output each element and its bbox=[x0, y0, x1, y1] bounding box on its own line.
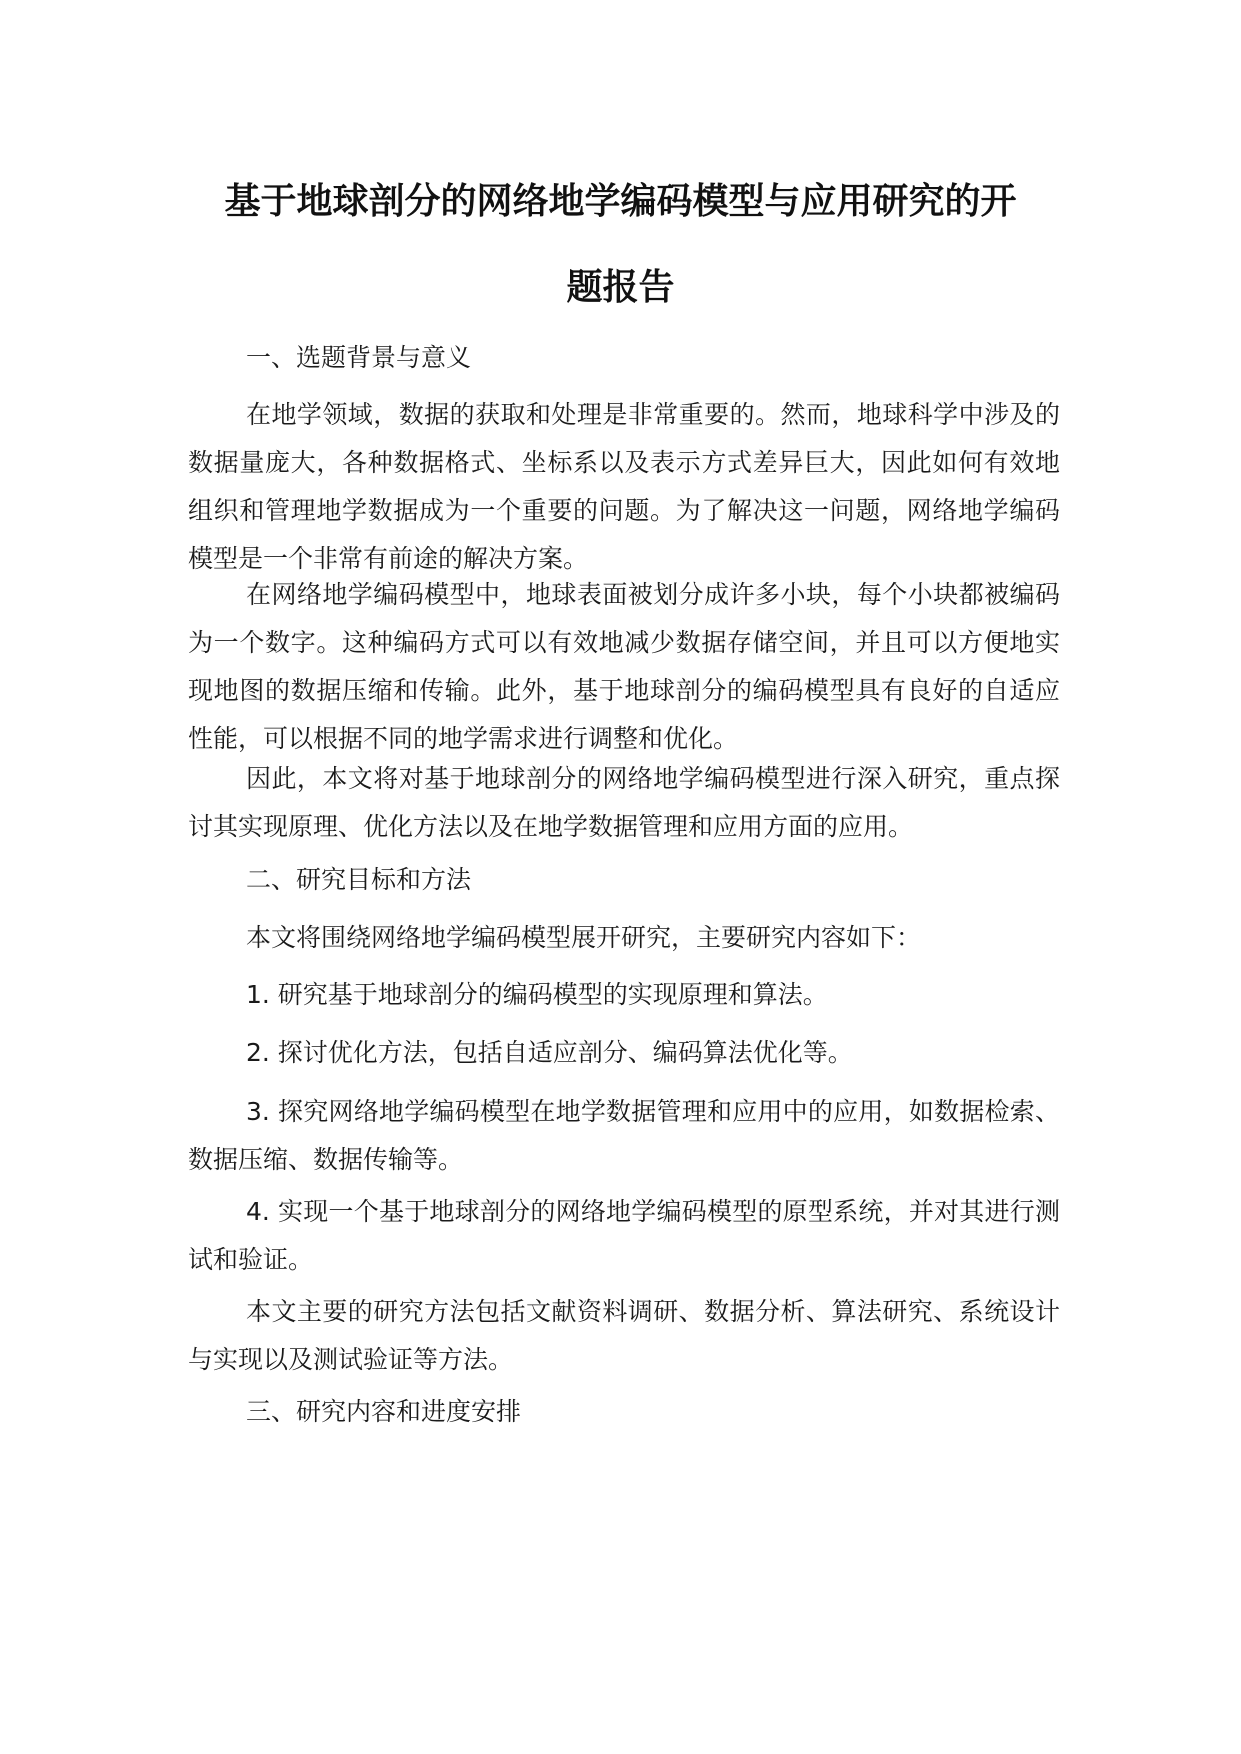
research-item-4: 4. 实现一个基于地球剖分的网络地学编码模型的原型系统，并对其进行测试和验证。 bbox=[188, 1197, 1060, 1274]
section-2-heading: 二、研究目标和方法 bbox=[246, 865, 472, 894]
section-3-heading: 三、研究内容和进度安排 bbox=[246, 1397, 522, 1426]
document-title-line-2: 题报告 bbox=[566, 267, 675, 308]
research-item-3: 3. 探究网络地学编码模型在地学数据管理和应用中的应用，如数据检索、数据压缩、数据传输等。 bbox=[188, 1097, 1060, 1174]
section-1-paragraph-2: 在网络地学编码模型中，地球表面被划分成许多小块，每个小块都被编码为一个数字。这种编码方式可以有效地减少数据存储空间，并且可以方便地实现地图的数据压缩和传输。此外，基于地球剖分的编码模型具有良好的自适应性能，可以根据不同的地学需求进行调整和优化。 bbox=[188, 580, 1060, 753]
section-2-intro: 本文将围绕网络地学编码模型展开研究，主要研究内容如下： bbox=[246, 923, 922, 952]
research-methods-paragraph: 本文主要的研究方法包括文献资料调研、数据分析、算法研究、系统设计与实现以及测试验证等方法。 bbox=[188, 1297, 1060, 1374]
document-title-line-1: 基于地球剖分的网络地学编码模型与应用研究的开 bbox=[224, 181, 1017, 222]
research-item-2: 2. 探讨优化方法，包括自适应剖分、编码算法优化等。 bbox=[246, 1038, 853, 1067]
section-1-paragraph-1: 在地学领域，数据的获取和处理是非常重要的。然而，地球科学中涉及的数据量庞大，各种数据格式、坐标系以及表示方式差异巨大，因此如何有效地组织和管理地学数据成为一个重要的问题。为了解决这一问题，网络地学编码模型是一个非常有前途的解决方案。 bbox=[188, 400, 1060, 573]
section-1-heading: 一、选题背景与意义 bbox=[246, 343, 472, 372]
research-item-1: 1. 研究基于地球剖分的编码模型的实现原理和算法。 bbox=[246, 980, 828, 1009]
section-1-paragraph-3: 因此，本文将对基于地球剖分的网络地学编码模型进行深入研究，重点探讨其实现原理、优化方法以及在地学数据管理和应用方面的应用。 bbox=[188, 764, 1060, 841]
